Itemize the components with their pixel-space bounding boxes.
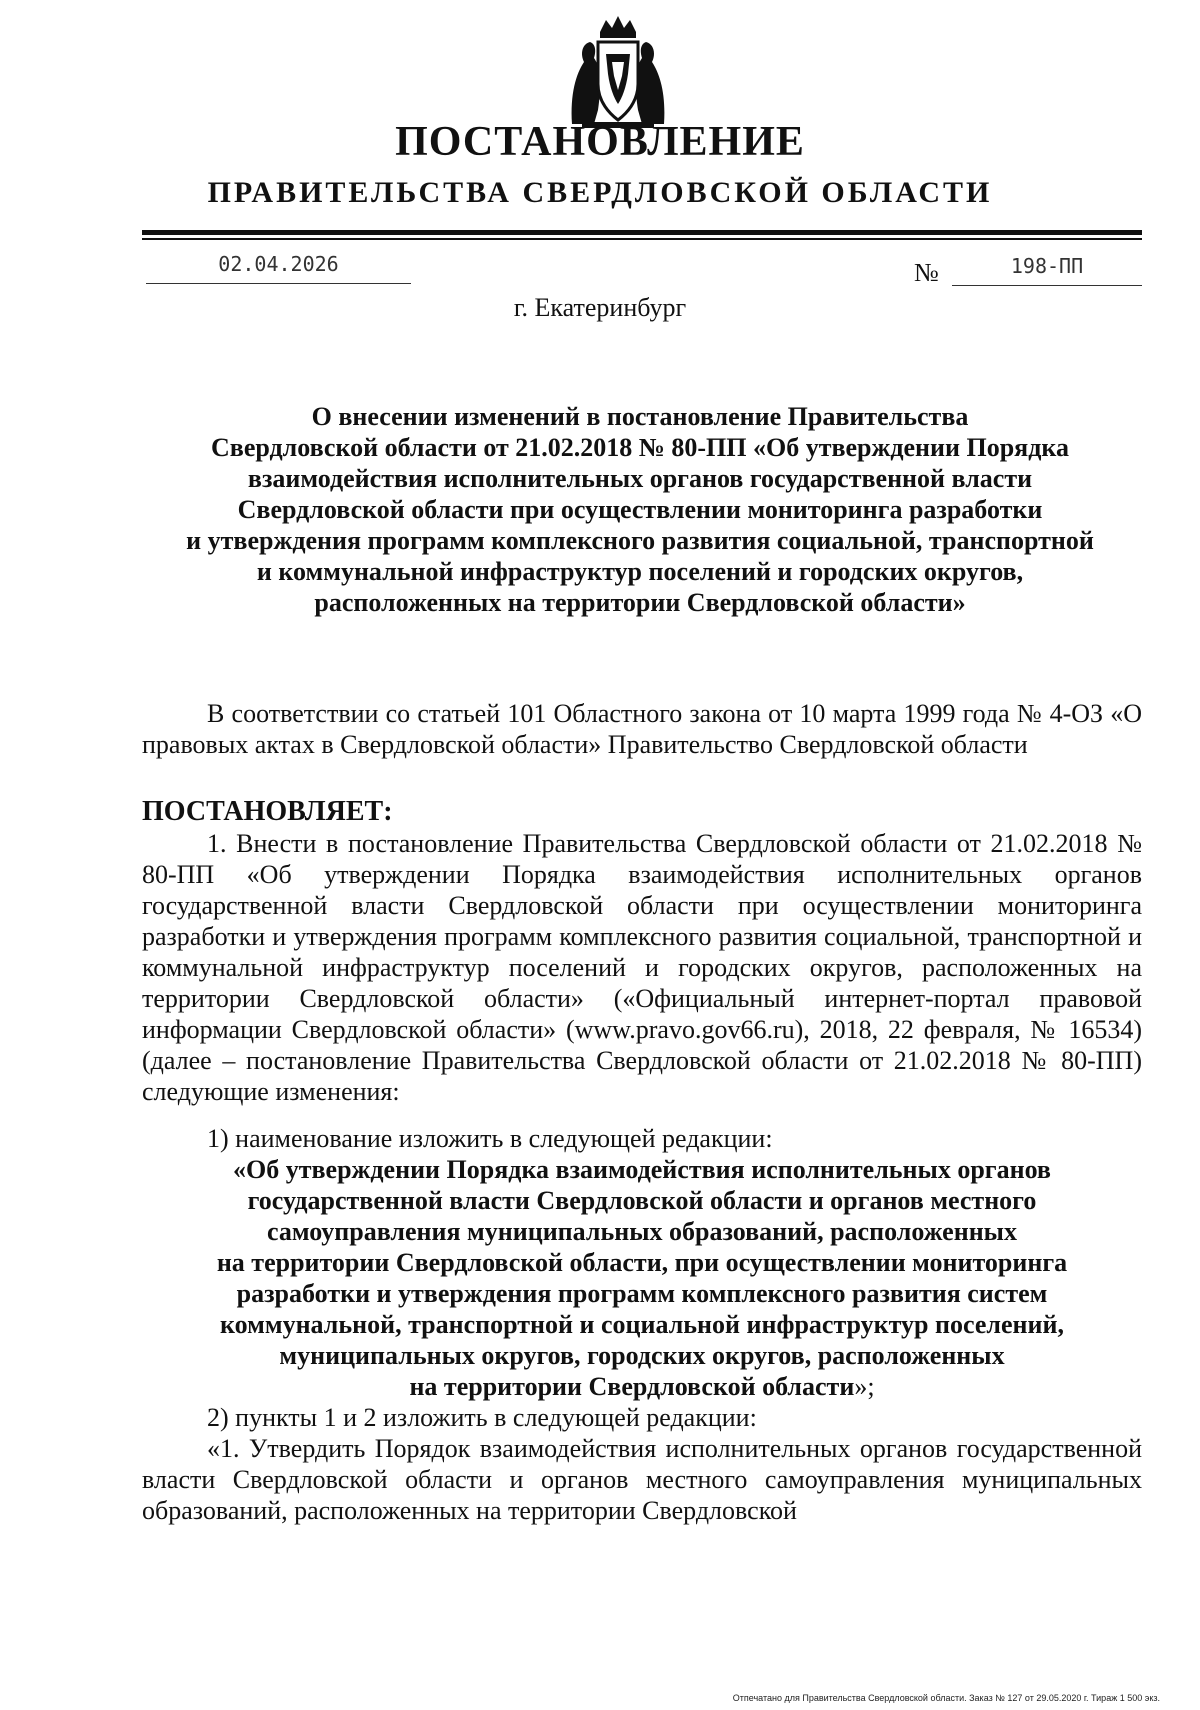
new-title-line: на территории Свердловской области [409, 1372, 855, 1401]
new-title-line: государственной власти Свердловской области и органов местного [247, 1186, 1037, 1215]
subject-line: Свердловской области при осуществлении мониторинга разработки [237, 495, 1043, 524]
subject-line: Свердловской области от 21.02.2018 № 80-ПП «Об утверждении Порядка [211, 433, 1069, 462]
subject-line: взаимодействия исполнительных органов государственной власти [247, 464, 1033, 493]
date-underline [146, 283, 411, 284]
header-rule-thin [142, 238, 1142, 240]
new-title-block [142, 1154, 1142, 1402]
quoted-item-1-paragraph: «1. Утвердить Порядок взаимодействия исполнительных органов государственной власти Свердловской области и органов местного самоуправления муниципальных образований, расположенных на территории Свердловской [142, 1434, 1142, 1525]
document-subject [150, 401, 1130, 618]
new-title-line: муниципальных округов, городских округов, расположенных [279, 1341, 1005, 1370]
item-1-paragraph: 1. Внести в постановление Правительства Свердловской области от 21.02.2018 № 80-ПП «Об утверждении Порядка взаимодействия исполнительных органов государственной власти Свердловской области при осуществлении мониторинга разработки и утверждения программ комплексного развития социальной, транспортной и коммунальной инфраструктур поселений и городских округов, расположенных на территории Свердловской области» («Официальный интернет-портал правовой информации Свердловской области» (www.pravo.gov66.ru), 2018, 22 февраля, № 16534) (далее – постановление Правительства Свердловской области от 21.02.2018 № 80-ПП) следующие изменения: [142, 829, 1142, 1106]
new-title-last-line [142, 1371, 1142, 1402]
decree-word: ПОСТАНОВЛЯЕТ: [142, 796, 393, 827]
print-imprint: Отпечатано для Правительства Свердловской области. Заказ № 127 от 29.05.2020 г. Тираж 1 500 экз. [732, 1693, 1160, 1703]
subject-line: расположенных на территории Свердловской области» [314, 588, 966, 617]
new-title-line: самоуправления муниципальных образований, расположенных [267, 1217, 1017, 1246]
header-rule [142, 230, 1142, 235]
number-sign: № [914, 258, 939, 287]
new-title-line: «Об утверждении Порядка взаимодействия исполнительных органов [233, 1155, 1051, 1184]
document-number: 198-ПП [1010, 254, 1084, 278]
city: г. Екатеринбург [513, 293, 687, 322]
document-date: 02.04.2026 [218, 252, 339, 276]
issuer-title: ПРАВИТЕЛЬСТВА СВЕРДЛОВСКОЙ ОБЛАСТИ [207, 176, 993, 209]
new-title-line: разработки и утверждения программ комплексного развития систем [236, 1279, 1048, 1308]
coat-of-arms-icon [566, 14, 670, 132]
subitem-1-paragraph: 1) наименование изложить в следующей редакции: [207, 1124, 773, 1153]
subitem-2-paragraph: 2) пункты 1 и 2 изложить в следующей редакции: [207, 1403, 757, 1432]
basis-paragraph: В соответствии со статьей 101 Областного закона от 10 марта 1999 года № 4-ОЗ «О правовых актах в Свердловской области» Правительство Свердловской области [142, 699, 1142, 759]
new-title-line: коммунальной, транспортной и социальной инфраструктур поселений, [220, 1310, 1064, 1339]
document-type-title: ПОСТАНОВЛЕНИЕ [395, 119, 805, 165]
number-underline [952, 285, 1142, 286]
new-title-end: »; [854, 1372, 875, 1401]
new-title-line: на территории Свердловской области, при осуществлении мониторинга [216, 1248, 1068, 1277]
subject-line: О внесении изменений в постановление Правительства [311, 402, 969, 431]
subject-line: и коммунальной инфраструктур поселений и городских округов, [256, 557, 1024, 586]
subject-line: и утверждения программ комплексного развития социальной, транспортной [186, 526, 1094, 555]
